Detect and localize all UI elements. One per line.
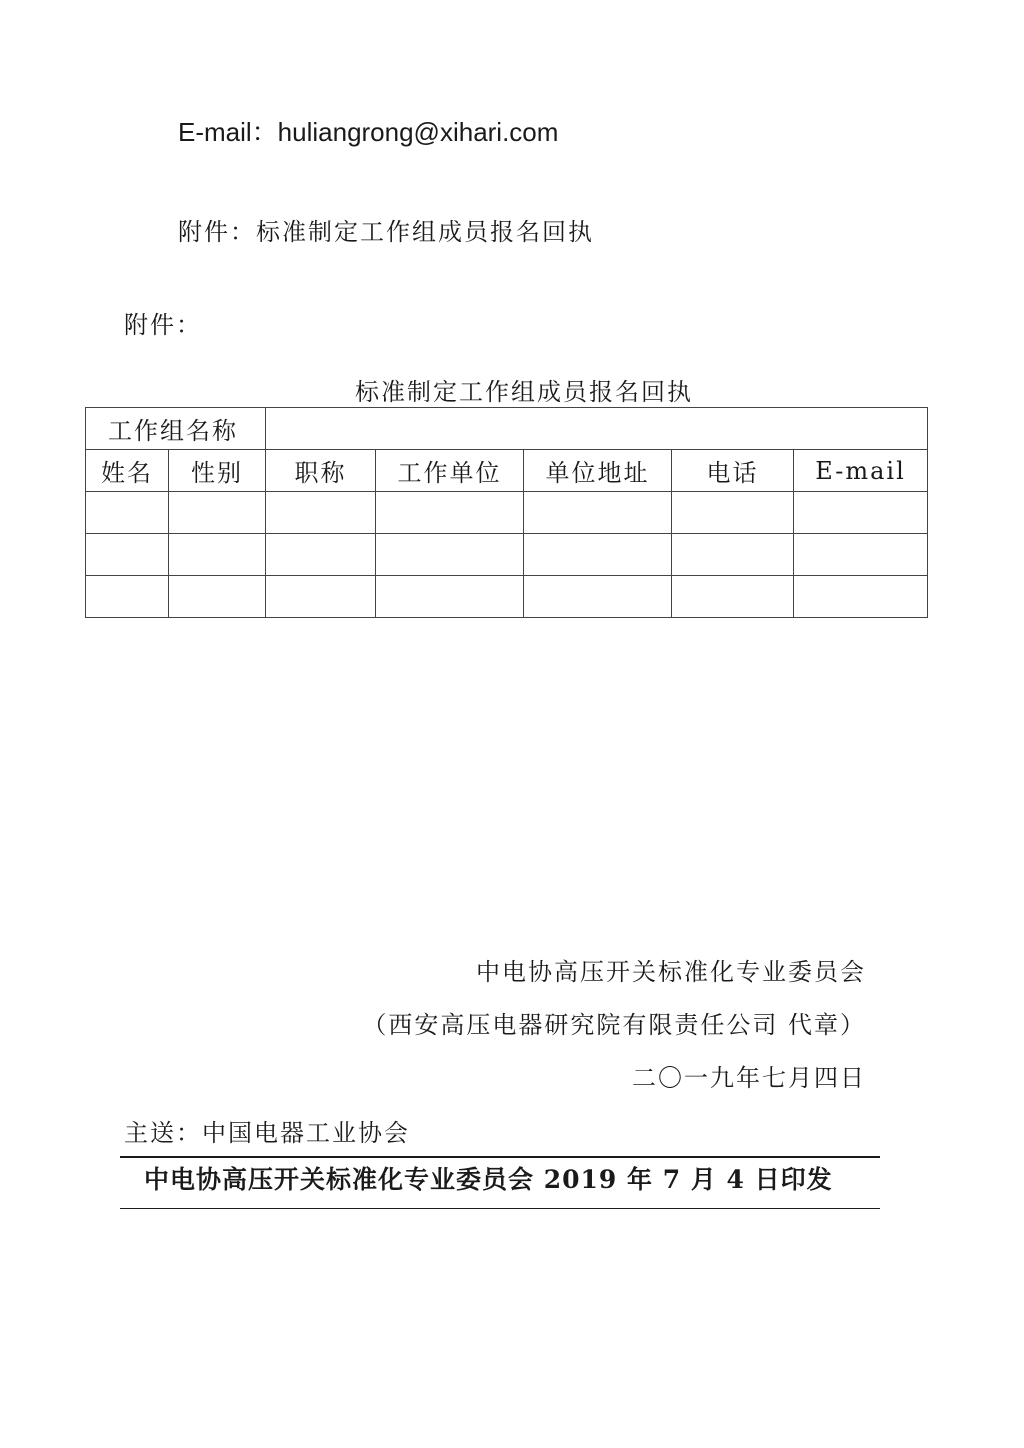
group-name-value-cell (266, 408, 928, 450)
table-cell (169, 492, 266, 534)
table-cell (376, 492, 524, 534)
group-name-label: 工作组名称 (86, 408, 266, 450)
table-cell (266, 534, 376, 576)
table-cell (169, 576, 266, 618)
issue-date: 二〇一九年七月四日 (632, 1064, 866, 1092)
table-row (86, 576, 928, 618)
table-cell (524, 534, 672, 576)
table-cell (672, 534, 794, 576)
header-cell: E-mail (794, 450, 928, 492)
send-to-line: 主送：中国电器工业协会 (124, 1119, 410, 1147)
bottom-divider (120, 1208, 880, 1209)
top-divider (120, 1156, 880, 1158)
header-cell: 职称 (266, 450, 376, 492)
contact-email: E-mail：huliangrong@xihari.com (178, 117, 559, 147)
header-cell: 工作单位 (376, 450, 524, 492)
table-cell (86, 576, 169, 618)
table-cell (169, 534, 266, 576)
form-title: 标准制定工作组成员报名回执 (355, 378, 693, 406)
header-row (86, 450, 928, 492)
table-cell (524, 492, 672, 534)
table-cell (266, 492, 376, 534)
table-row (86, 534, 928, 576)
header-cell: 单位地址 (524, 450, 672, 492)
table-cell (794, 492, 928, 534)
group-name-row (86, 408, 928, 450)
table-cell (672, 576, 794, 618)
table-cell (672, 492, 794, 534)
issuing-organization: 中电协高压开关标准化专业委员会 (476, 958, 866, 986)
attachment-reference: 附件：标准制定工作组成员报名回执 (178, 218, 594, 246)
header-cell: 姓名 (86, 450, 169, 492)
table-cell (86, 534, 169, 576)
header-cell: 性别 (169, 450, 266, 492)
table-cell (794, 576, 928, 618)
table-cell (266, 576, 376, 618)
table-row (86, 492, 928, 534)
table-cell (376, 534, 524, 576)
issue-line: 中电协高压开关标准化专业委员会 2019 年 7 月 4 日印发 (144, 1165, 833, 1194)
table-cell (86, 492, 169, 534)
attachment-label: 附件： (124, 311, 202, 339)
header-cell: 电话 (672, 450, 794, 492)
table-cell (376, 576, 524, 618)
table-cell (794, 534, 928, 576)
organization-seal-note: （西安高压电器研究院有限责任公司 代章） (362, 1011, 866, 1039)
table-cell (524, 576, 672, 618)
registration-form-table (85, 407, 928, 618)
